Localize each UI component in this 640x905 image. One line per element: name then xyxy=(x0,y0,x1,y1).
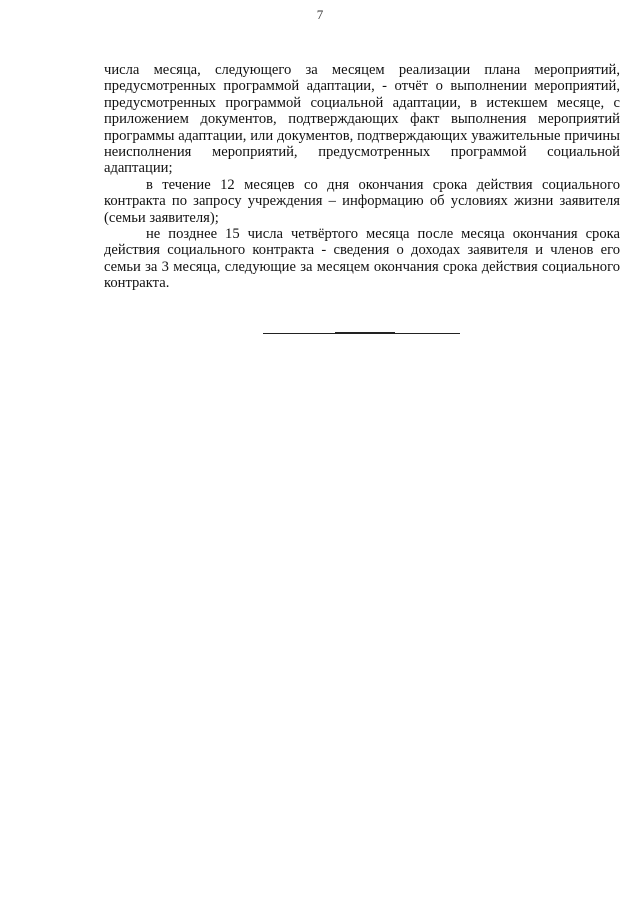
paragraph-income-information: не позднее 15 числа четвёртого месяца после месяца окончания срока действия социального контракта - сведения о доходах заявителя и членов его семьи за 3 месяца, следующие за месяцем окончания срока действия социального контракта. xyxy=(104,226,620,292)
page-number: 7 xyxy=(316,7,324,22)
paragraph-living-conditions: в течение 12 месяцев со дня окончания срока действия социального контракта по запросу учреждения – информацию об условиях жизни заявителя (семьи заявителя); xyxy=(104,176,620,226)
end-separator-accent xyxy=(335,332,395,334)
paragraph-continuation: числа месяца, следующего за месяцем реализации плана мероприятий, предусмотренных программой адаптации, - отчёт о выполнении мероприятий, предусмотренных программой социальной адаптации, в истекшем месяце, с приложением документов, подтверждающих факт выполнения мероприятий программы адаптации, или документов, подтверждающих уважительные причины неисполнения мероприятий, предусмотренных программой социальной адаптации; xyxy=(104,62,620,177)
document-body xyxy=(104,62,620,292)
